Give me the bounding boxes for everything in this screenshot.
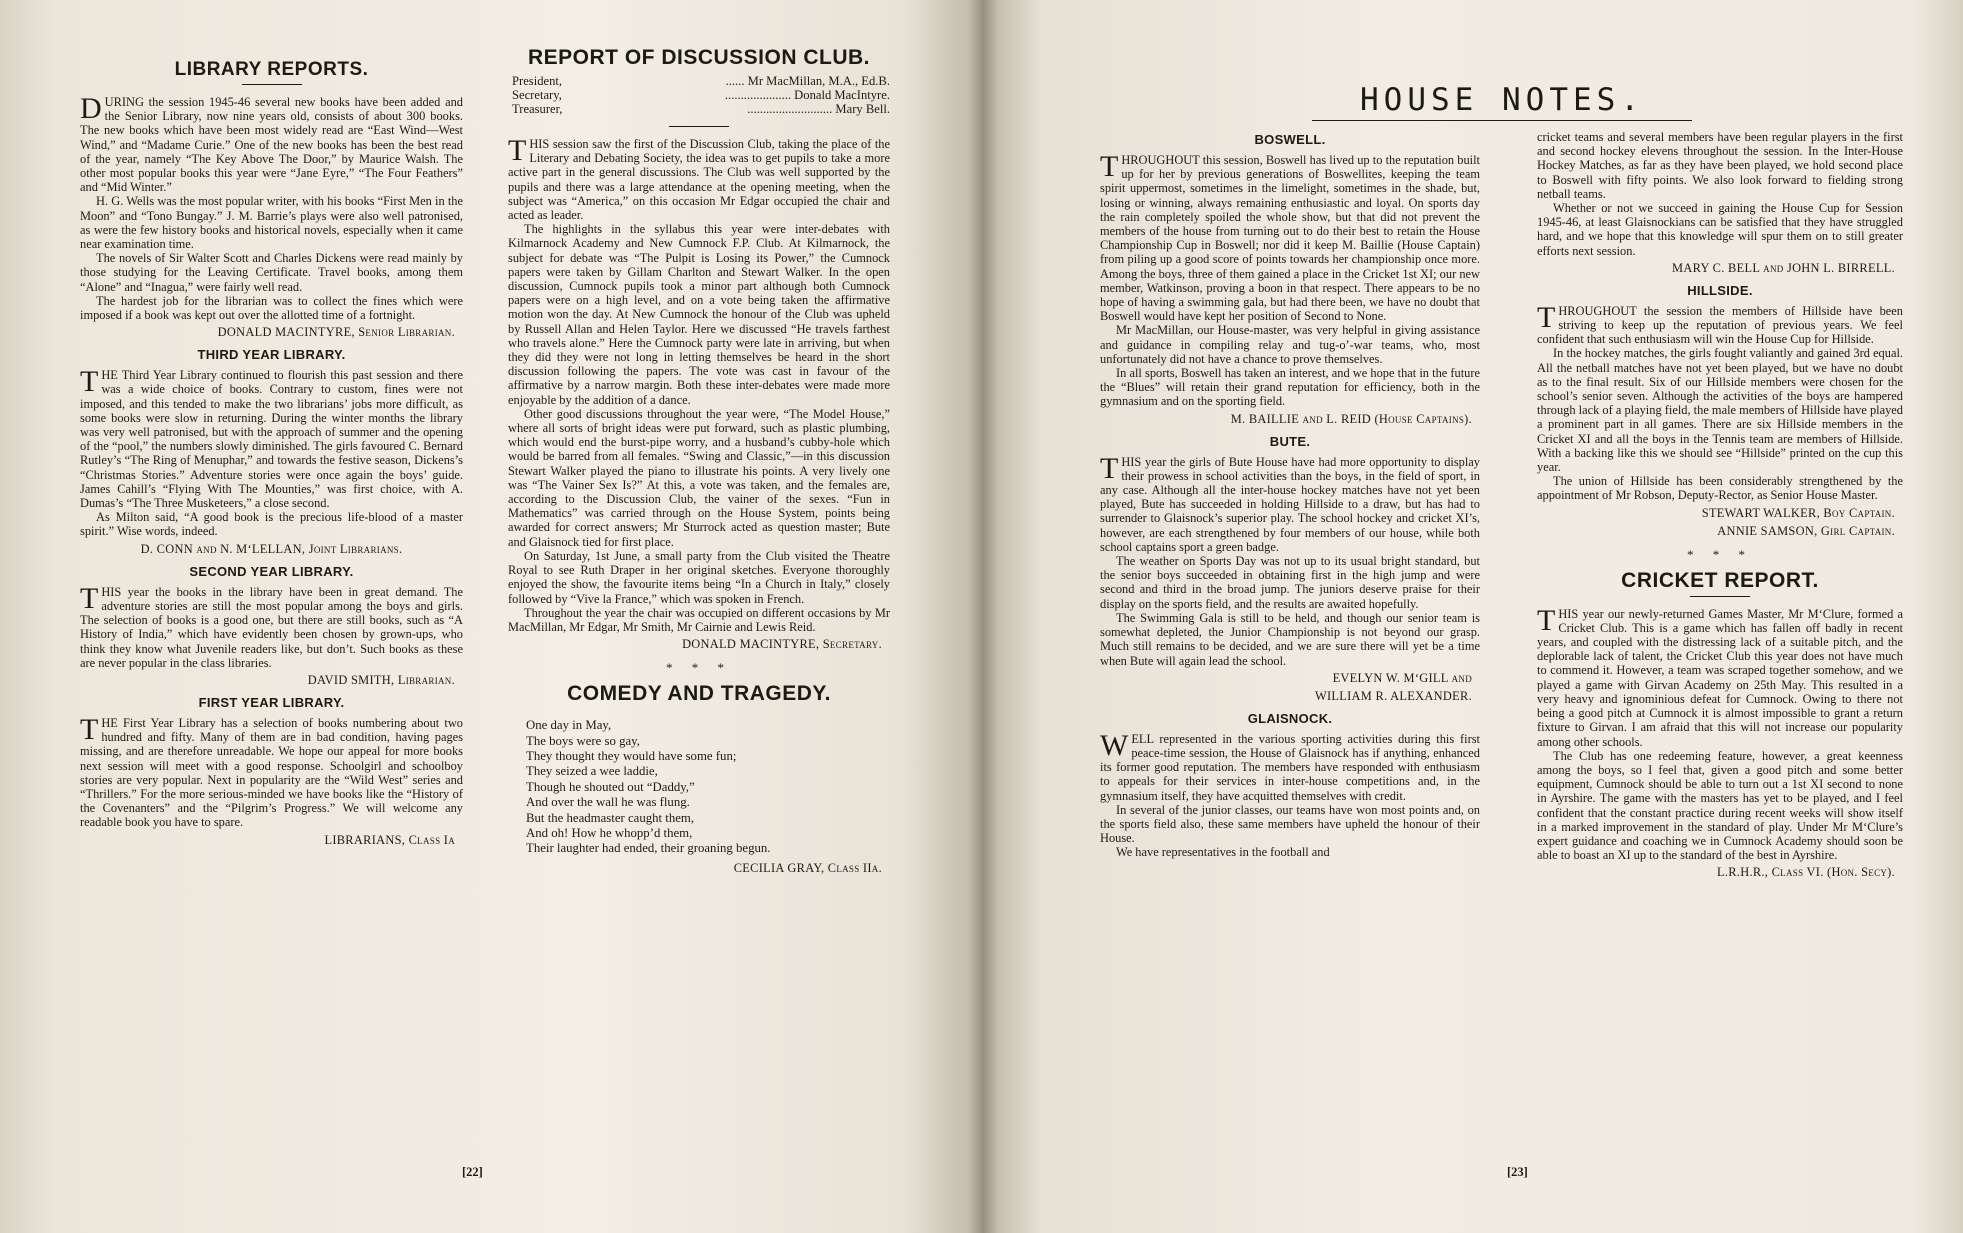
discussion-paragraph: THIS session saw the first of the Discussion Club, taking the place of the Literary and Debating Society, the idea was to get pupils to take a more active part in the general discussions. The Club was well supported by the pupils and there was a large attendance at the opening meeting, when the subject was “America,” on this occasion Mr Edgar occupied the chair and acted as leader.	[508, 134, 890, 223]
first-year-library-title: FIRST YEAR LIBRARY.	[198, 694, 345, 710]
drop-cap: T	[80, 712, 99, 746]
title-rule	[1690, 596, 1750, 597]
officer-name: ..................... Donald MacIntyre.	[724, 88, 890, 102]
cricket-signature: L.R.H.R., Class VI. (Hon. Secy).	[1716, 865, 1895, 880]
right-page	[982, 0, 1963, 1233]
comedy-tragedy-title: COMEDY AND TRAGEDY.	[567, 682, 831, 706]
house-notes-column-left	[1100, 125, 1480, 860]
discussion-club-column	[508, 42, 890, 882]
poem-line: They seized a wee laddie,	[526, 764, 658, 779]
library-paragraph: DURING the session 1945-46 several new books have been added and the Senior Library, now nine years old, consists of about 300 books. The new books which have been most widely read are “East Wind—West Wind,” and “Madame Curie.” One of the new books has been the best read of the year, namely “The Key Above The Door,” by Maurice Walsh. The other most popular books this year were “Jane Eyre,” “The Four Feathers” and “Mid Winter.”	[80, 92, 463, 195]
drop-cap: T	[1537, 603, 1556, 637]
officer-row	[512, 88, 890, 102]
page-number-left: [22]	[462, 1165, 483, 1179]
heading-rule	[1312, 120, 1692, 121]
discussion-signature: DONALD MACINTYRE, Secretary.	[682, 637, 882, 652]
glaisnock-paragraph: We have representatives in the football and	[1116, 845, 1330, 860]
hillside-signature: ANNIE SAMSON, Girl Captain.	[1717, 523, 1895, 538]
officer-name: ........................... Mary Bell.	[747, 102, 890, 116]
drop-cap: T	[1100, 451, 1119, 485]
first-year-signature: LIBRARIANS, Class Ia	[324, 832, 455, 847]
book-gutter	[968, 0, 998, 1233]
poem-line: And oh! How he whopp’d them,	[526, 825, 693, 840]
hillside-paragraph: The union of Hillside has been considerably strengthened by the appointment of Mr Robson, Deputy-Rector, as Senior House Master.	[1537, 474, 1903, 503]
poem-line: The boys were so gay,	[526, 733, 640, 748]
first-year-paragraph: THE First Year Library has a selection of books numbering about two hundred and fifty. Many of them are in bad condition, having pages missing, and are therefore unreadable. We hope our appeal for more books next session will meet with a good response. Schoolgirl and schoolboy stories are very popular. Next in popularity are the “Wild West” series and “Thrillers.” For the more serious-minded we have books like the “History of the Covenanters” and the “Pilgrim’s Progress.” We will welcome any readable book you have to spare.	[80, 712, 463, 830]
library-paragraph: H. G. Wells was the most popular writer, with his books “First Men in the Moon” and “Tono Bungay.” J. M. Barrie’s plays were also well patronised, as were the few history books and historical novels, especially when it came near examination time.	[80, 194, 463, 252]
third-year-signature: D. CONN and N. M‘LELLAN, Joint Librarians.	[140, 541, 403, 556]
library-signature: DONALD MACINTYRE, Senior Librarian.	[217, 325, 455, 340]
library-reports-title: LIBRARY REPORTS.	[174, 59, 369, 80]
section-separator-stars: * * *	[666, 660, 732, 676]
officer-name: ...... Mr MacMillan, M.A., Ed.B.	[725, 74, 890, 88]
officers-rule	[669, 126, 729, 127]
poem-line: Though he shouted out “Daddy,”	[526, 779, 695, 794]
drop-cap: T	[508, 134, 527, 167]
officer-row	[512, 102, 890, 116]
house-notes-heading: HOUSE NOTES.	[1360, 82, 1644, 118]
hillside-signature: STEWART WALKER, Boy Captain.	[1701, 505, 1895, 520]
boswell-paragraph: Mr MacMillan, our House-master, was very helpful in giving assistance and guidance in compiling relay and tug-o’-war teams, who, most unfortunately did not have a chance to prove themselves.	[1100, 323, 1480, 366]
bute-paragraph: The weather on Sports Day was not up to its usual bright standard, but the senior boys succeeded in obtaining first in the high jump and were second and third in the broad jump. The juniors deserve praise for their display on the sports field, and the results are awaited hopefully.	[1100, 554, 1480, 611]
glaisnock-paragraph: WELL represented in the various sporting activities during this first peace-time session, the House of Glaisnock has if anything, enhanced its former good reputation. The members have responded with enthusiasm to appeals for their services in inter-house competitions and, in the gymnasium itself, they have acquitted themselves with credit.	[1100, 728, 1480, 803]
bute-paragraph: The Swimming Gala is still to be held, and though our senior team is somewhat depleted, the Junior Championship is not beyond our grasp. Much still remains to be decided, and we are sure there will yet be a time when Bute will again lead the school.	[1100, 610, 1480, 668]
second-year-library-title: SECOND YEAR LIBRARY.	[189, 563, 354, 579]
boswell-title: BOSWELL.	[1254, 132, 1326, 147]
officers-list	[512, 74, 890, 116]
comedy-tragedy-poem	[526, 718, 890, 857]
discussion-club-title: REPORT OF DISCUSSION CLUB.	[527, 46, 871, 69]
officer-role: Treasurer,	[512, 102, 563, 116]
hillside-paragraph: In the hockey matches, the girls fought valiantly and gained 3rd equal. All the netball matches have not yet been played, but we have no doubt as to the final result. Six of our Hillside members were chosen for the school’s senior seven. Although the activities of the boys are hampered through lack of a playing field, the male members of Hillside have played a prominent part in all games. There are six Hillside members in the Cricket XI and all the boys in the Tennis team are members of Hillside. With a backing like this we should see “Hillside” printed on the cup this year.	[1537, 346, 1903, 475]
glaisnock-paragraph: cricket teams and several members have been regular players in the first and second hockey elevens throughout the session. In the Inter-House Hockey Matches, as far as they have been played, we hold second place to Boswell with fifty points. We also look forward to fielding strong netball teams.	[1537, 130, 1903, 201]
second-year-signature: DAVID SMITH, Librarian.	[307, 672, 455, 687]
officer-row	[512, 74, 890, 88]
discussion-paragraph: Other good discussions throughout the year were, “The Model House,” where all sorts of bright ideas were put forward, such as plastic plumbing, which would end the burst-pipe worry, and a husband’s cubby-hole which would be barred from all females. “Swing and Classic,”—in this discussion Stewart Walker played the piano to illustrate his points. A very lively one was “The Vainer Sex Is?” At this, a vote was taken, and the females are, according to the Discussion Club, the vainer of the sexes. “Fun in Mathematics” was carried through on the House System, points being awarded for correct answers; Mr Sturrock acted as question master; Bute and Glaisnock tied for first place.	[508, 406, 890, 549]
library-reports-column	[80, 55, 463, 854]
bute-paragraph: THIS year the girls of Bute House have had more opportunity to display their prowess in school activities than the boys, in the field of sport, in any case. Although all the inter-house hockey matches have not yet been played, Bute has succeeded in holding Hillside to a draw, but has had to surrender to Glaisnock’s superior play. The school hockey and cricket XI’s, however, are each strengthened by four members of our house, while both school captains sport a green badge.	[1100, 451, 1480, 554]
officer-role: Secretary,	[512, 88, 562, 102]
library-paragraph: The hardest job for the librarian was to collect the fines which were imposed if a book was kept out over the allotted time of a fortnight.	[80, 293, 463, 323]
boswell-paragraph: In all sports, Boswell has taken an interest, and we hope that in the future the “Blues” will retain their grand reputation for efficiency, both in the gymnasium and on the sporting field.	[1100, 366, 1480, 409]
drop-cap: T	[80, 581, 99, 615]
library-paragraph: The novels of Sir Walter Scott and Charles Dickens were read mainly by those studying for the Leaving Certificate. Travel books, among them “Alone” and “Inagua,” were fairly well read.	[80, 251, 463, 294]
third-year-library-title: THIRD YEAR LIBRARY.	[197, 347, 346, 363]
section-separator-stars: * * *	[1687, 546, 1753, 562]
poem-line: They thought they would have some fun;	[526, 748, 737, 763]
cricket-paragraph: THIS year our newly-returned Games Master, Mr M‘Clure, formed a Cricket Club. This is a game which has fallen off badly in recent years, and coupled with the distressing lack of a suitable pitch, and the deplorable lack of talent, the Cricket Club this year does not have much to commend it. However, a team was scraped together somehow, and we played a game with Girvan Academy on 25th May. This resulted in a very heavy and ignominious defeat for Cumnock. Owing to there not being a good pitch at Cumnock it is almost impossible to grant a return fixture to Girvan. I am afraid that this will not increase our popularity among other schools.	[1537, 603, 1903, 749]
glaisnock-paragraph: Whether or not we succeed in gaining the House Cup for Session 1945-46, at least Glaisnockians can be satisfied that they have struggled hard, and we hope that this knowledge will spur them on to still greater efforts next session.	[1537, 201, 1903, 258]
cricket-paragraph: The Club has one redeeming feature, however, a great keenness among the boys, so I feel that, given a good pitch and some better equipment, Cumnock should be able to turn out a 1st XI second to none in Ayrshire. The game with the masters has yet to be played, and I feel confident that the constant practice during recent weeks will show itself in a marked improvement in the standard of play. Under Mr M‘Clure’s expert guidance and coaching we in Cumnock Academy should soon be able to boast an XI up to the standard of the best in Ayrshire.	[1537, 748, 1903, 863]
drop-cap: W	[1100, 728, 1129, 762]
title-rule	[242, 84, 302, 85]
hillside-title: HILLSIDE.	[1687, 282, 1753, 298]
poem-line: Their laughter had ended, their groaning begun.	[526, 841, 771, 856]
drop-cap: D	[80, 92, 102, 125]
third-year-paragraph: As Milton said, “A good book is the precious life-blood of a master spirit.” Wise words, indeed.	[80, 510, 463, 539]
third-year-paragraph: THE Third Year Library continued to flourish this past session and there was a wide choice of books. Contrary to custom, fines were not imposed, and this tended to make the two librarians’ jobs more difficult, as some books were slow in returning. During the winter months the library was very well patronised, but with the approach of summer and the opening of the “pool,” the numbers slowly diminished. The girls favoured C. Bernard Rutley’s “The Ring of Menuphar,” and towards the festive season, Dickens’s “Christmas Stories.” Adventure stories were once again the boys’ guide. James Cahill’s “Flying With The Mounties,” was first choice, with A. Dumas’s “The Three Musketeers,” a close second.	[80, 365, 463, 511]
bute-signature: WILLIAM R. ALEXANDER.	[1314, 688, 1472, 703]
boswell-signature: M. BAILLIE and L. REID (House Captains).	[1230, 411, 1472, 426]
glaisnock-paragraph: In several of the junior classes, our teams have won most points and, on the sports field also, these same members have upheld the honour of their House.	[1100, 802, 1480, 846]
page-number-right: [23]	[1507, 1165, 1528, 1179]
boswell-paragraph: THROUGHOUT this session, Boswell has lived up to the reputation built up for her by previous generations of Boswellites, keeping the team spirit uppermost, sometimes in the limelight, sometimes in the shade, but, losing or winning, always remaining enthusiastic and loyal. On sports day the rain completely spoiled the whole show, but that did not prevent the members of the house from turning out to do their best to retain the House Championship Cup in Boswell; nor did it keep M. Baillie (House Captain) from piling up a good score of points towards her championship once more. Among the boys, three of them gained a place in the Cricket 1st XI; our new member, Watkinson, proving a boon in that respect. There appears to be no hope of having a swimming gala, but had there been, we have no doubt that Boswell would have kept her position of Second to None.	[1100, 150, 1480, 324]
poem-line: And over the wall he was flung.	[526, 795, 690, 810]
glaisnock-signature: MARY C. BELL and JOHN L. BIRRELL.	[1672, 260, 1895, 275]
discussion-paragraph: The highlights in the syllabus this year were inter-debates with Kilmarnock Academy and New Cumnock F.P. Club. At Kilmarnock, the subject for debate was “The Pulpit is Losing its Power,” the Cumnock papers were taken by Gillam Charlton and Stewart Walker. In the open discussion, Cumnock pupils took a minor part although both Cumnock papers were on a high level, and on a vote being taken the affirmative motion won the day. At New Cumnock the honour of the Club was upheld by Russell Allan and Helen Taylor. Here we discussed “He travels farthest who travels alone.” Here the Cumnock party were late in arriving, but when they did they were not long in letting themselves be heard in the short discussion following the papers. The vote was cast in favour of the affirmative by a narrow margin. Both these inter-debates were made more enjoyable by the addition of a dance.	[508, 222, 890, 407]
hillside-paragraph: THROUGHOUT the session the members of Hillside have been striving to keep up the reputation of previous years. We feel confident that such enthusiasm will win the House Cup for Hillside.	[1537, 300, 1903, 347]
glaisnock-title: GLAISNOCK.	[1247, 710, 1333, 726]
comedy-signature: CECILIA GRAY, Class IIa.	[733, 860, 882, 875]
cricket-report-title: CRICKET REPORT.	[1621, 568, 1819, 592]
poem-line: One day in May,	[526, 718, 612, 733]
drop-cap: T	[80, 365, 99, 399]
second-year-paragraph: THIS year the books in the library have been in great demand. The adventure stories are still the most popular among the boys and girls. The selection of books is a good one, but there are still books, such as “A History of India,” which have evidently been chosen by grown-ups, who think they know what Juvenile readers like, but don’t. Such books as these are never popular in the class libraries.	[80, 581, 463, 670]
discussion-paragraph: Throughout the year the chair was occupied on different occasions by Mr MacMillan, Mr Edgar, Mr Smith, Mr Cairnie and Lewis Reid.	[508, 605, 890, 634]
house-notes-column-right	[1537, 125, 1903, 886]
drop-cap: T	[1537, 300, 1556, 334]
bute-signature: EVELYN W. M‘GILL and	[1332, 670, 1472, 685]
bute-title: BUTE.	[1269, 433, 1311, 449]
poem-line: But the headmaster caught them,	[526, 810, 695, 825]
drop-cap: T	[1100, 150, 1119, 183]
discussion-paragraph: On Saturday, 1st June, a small party from the Club visited the Theatre Royal to see Ruth Draper in her original sketches. Everyone thoroughly enjoyed the show, the favourite items being “In a Church in Italy,” closely followed by “Vive la France,” which was spoken in French.	[508, 548, 890, 606]
officer-role: President,	[512, 74, 563, 88]
